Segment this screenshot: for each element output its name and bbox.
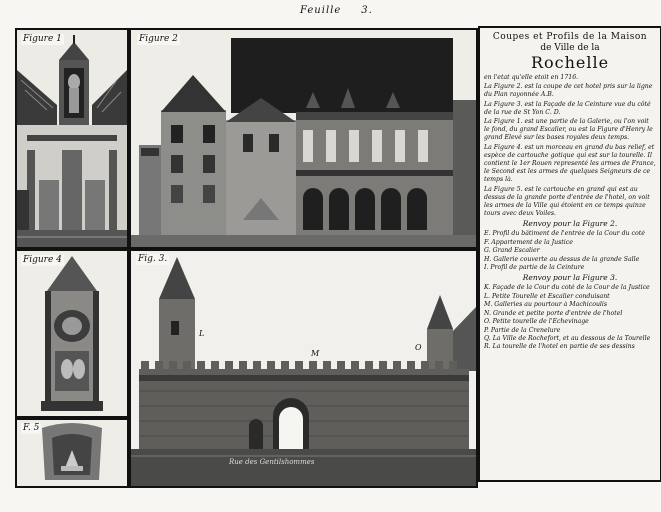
legend-paragraph: La Figure 3. est la Façade de la Ceinture vue du côté de la rue de St Yon C. D. bbox=[484, 100, 651, 116]
renvoy-item: I. Profil de partie de la Ceinture bbox=[484, 264, 585, 272]
figure-1-drawing bbox=[17, 30, 127, 247]
figure-4-drawing bbox=[17, 251, 127, 416]
figure-4-label: Figure 4 bbox=[23, 255, 62, 265]
marker-o: O bbox=[415, 343, 422, 352]
renvoy-item: H. Gallerie couverte au dessus de la grande Salle bbox=[484, 255, 640, 263]
legend-title-line1: Coupes et Profils de la Maison bbox=[492, 32, 648, 42]
legend-title-line2: de Ville de la bbox=[540, 43, 600, 53]
renvoy-item: K. Façade de la Cour du coté de la Cour de la Justice bbox=[484, 284, 650, 292]
figure-3-caption: Rue des Gentilshommes bbox=[229, 458, 315, 466]
legend-paragraph: La Figure 1. est une partie de la Galerie, ou l'on voit le fond, du grand Escalier, ou est la Figure d'Henry le grand Elevé sur les bases royales deux temps. bbox=[484, 118, 653, 142]
renvoy-item: L. Petite Tourelle et Escalier conduisant bbox=[484, 292, 610, 300]
figure-5-panel bbox=[15, 418, 129, 488]
sheet-header bbox=[300, 5, 373, 16]
legend-paragraph: La Figure 4. est un morceau en grand du bas relief, et espèce de cartouche gotique qui est sur la tourelle. Il contient le 1er Rouen representé les armes de France, le Second est les armes de quelques Seigneurs de ce temps là. bbox=[484, 143, 656, 184]
figure-3-drawing bbox=[131, 251, 476, 486]
legend-intro: en l'etat qu'elle etoit en 1716. bbox=[484, 74, 579, 81]
renvoy-item: O. Petite tourelle de l'Echevinage bbox=[484, 318, 589, 326]
renvoy-figure-3-title: Renvoy pour la Figure 3. bbox=[522, 273, 618, 283]
header-number: 3. bbox=[361, 5, 373, 16]
legend-paragraph: La Figure 2. est la coupe de cet hotel pris sur la ligne du Plan rayonnée A.B. bbox=[484, 83, 653, 99]
marker-l: L bbox=[199, 329, 205, 338]
marker-m: M bbox=[311, 349, 320, 358]
renvoy-item: P. Partie de la Crenelure bbox=[484, 326, 561, 334]
renvoy-item: Q. La Ville de Rochefort, et au dessous de la Tourelle bbox=[484, 334, 651, 342]
figure-3-panel bbox=[129, 249, 478, 488]
figure-2-drawing bbox=[131, 30, 476, 247]
legend-panel bbox=[478, 26, 661, 482]
legend-title-line3: Rochelle bbox=[530, 53, 610, 72]
legend-paragraph: La Figure 5. est le cartouche en grand qui est au dessus de la grande porte d'entrée de l'hotel, on voit les armes de la Ville qui étoient en ce temps quinze tours avec deux Voiles. bbox=[484, 185, 650, 218]
figure-1-label: Figure 1 bbox=[23, 34, 62, 44]
renvoy-item: N. Grande et petite porte d'entrée de l'hotel bbox=[484, 309, 623, 317]
figure-5-label: F. 5 bbox=[23, 423, 40, 433]
renvoy-item: R. La tourelle de l'hotel en partie de ses dessins bbox=[484, 343, 635, 351]
figure-3-label: Fig. 3. bbox=[138, 254, 168, 264]
renvoy-item: G. Grand Escalier bbox=[484, 247, 540, 255]
renvoy-item: E. Profil du bâtiment de l'entrée de la Cour du coté bbox=[484, 230, 645, 238]
figure-4-panel bbox=[15, 249, 129, 418]
figure-2-panel bbox=[129, 28, 478, 249]
figure-1-panel bbox=[15, 28, 129, 249]
renvoy-item: M. Galleries au pourtour à Machicoulis bbox=[484, 301, 608, 309]
header-feuille: Feuille bbox=[300, 5, 342, 16]
renvoy-figure-2-title: Renvoy pour la Figure 2. bbox=[522, 219, 618, 229]
figure-2-label: Figure 2 bbox=[139, 34, 178, 44]
renvoy-item: F. Appartement de la Justice bbox=[484, 238, 573, 246]
